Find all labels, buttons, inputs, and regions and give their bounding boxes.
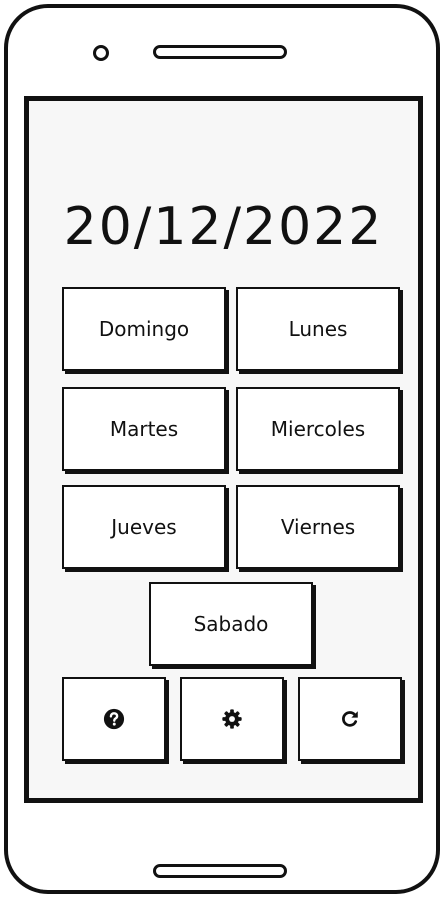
camera-icon <box>93 45 109 61</box>
settings-button[interactable] <box>180 677 284 761</box>
help-button[interactable] <box>62 677 166 761</box>
day-button-lunes[interactable]: Lunes <box>236 287 400 371</box>
day-button-miercoles[interactable]: Miercoles <box>236 387 400 471</box>
day-button-jueves[interactable]: Jueves <box>62 485 226 569</box>
day-button-viernes[interactable]: Viernes <box>236 485 400 569</box>
date-display: 20/12/2022 <box>63 197 384 257</box>
redo-icon <box>339 708 361 730</box>
day-button-martes[interactable]: Martes <box>62 387 226 471</box>
refresh-button[interactable] <box>298 677 402 761</box>
gear-icon <box>221 708 243 730</box>
day-button-domingo[interactable]: Domingo <box>62 287 226 371</box>
day-button-sabado[interactable]: Sabado <box>149 582 313 666</box>
question-circle-icon <box>103 708 125 730</box>
speaker-grille <box>153 45 287 59</box>
screen <box>24 96 423 803</box>
home-bar[interactable] <box>153 864 287 878</box>
